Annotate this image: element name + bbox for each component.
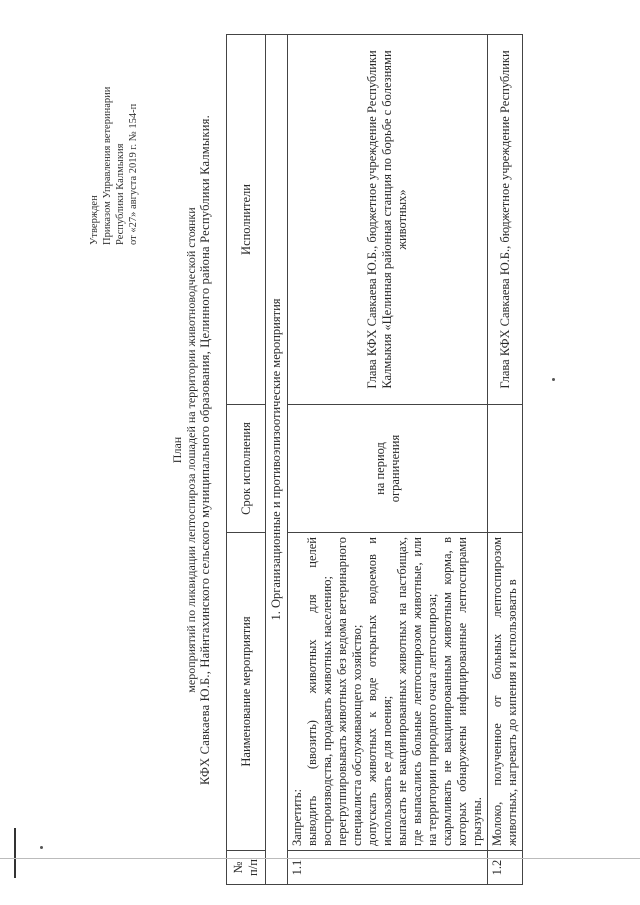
- row-measure: [488, 533, 523, 851]
- section-title: 1. Организационные и противоэпизоотические мероприятия: [266, 35, 288, 885]
- approval-line-1: Утвержден: [89, 195, 100, 245]
- table-row: [488, 35, 523, 885]
- approval-line-2: Приказом Управления ветеринарии: [102, 86, 113, 245]
- document-subject: мероприятий по ликвидации лептоспироза лошадей на территории животноводческой стоянки: [184, 207, 198, 693]
- scan-speck: [552, 378, 555, 381]
- row-num: 1.2: [488, 851, 523, 885]
- row-executor: Глава КФХ Савкаева Ю.Б., бюджетное учреждение Республики Калмыкия «Целинная районная станция по борьбе с болезнями животных»: [288, 35, 488, 405]
- approval-line-4: от «27» августа 2019 г. № 154-п: [128, 103, 139, 245]
- approval-line-3: Республики Калмыкия: [115, 143, 126, 245]
- measure-line: Молоко, полученное от больных лептоспирозом животных, нагревать до кипения и использовать в: [490, 537, 519, 846]
- row-term: на период ограничения: [288, 405, 488, 533]
- measure-line: перегруппировывать животных без ведома ветеринарного специалиста обслуживающего хозяйство;: [335, 537, 364, 846]
- document-title: План: [170, 436, 184, 464]
- approval-stamp: [88, 45, 140, 245]
- header-executor: Исполнители: [227, 35, 266, 405]
- section-row: [266, 35, 288, 885]
- scan-speck: [40, 846, 43, 849]
- measure-line: выпасать не вакцинированных животных на пастбищах, где выпасались больные лептоспирозом животные, или на территории природного очага лептоспироза;: [395, 537, 439, 846]
- table-row: [288, 35, 488, 885]
- measure-line: допускать животных к воде открытых водоемов и использовать ее для поения;: [365, 537, 394, 846]
- measure-line: скармливать не вакцинированным животным корма, в которых обнаружены инфицированные лептоспирами грызуны.: [440, 537, 484, 846]
- header-term: Срок исполнения: [227, 405, 266, 533]
- table-header-row: [227, 35, 266, 885]
- document-location: КФХ Савкаева Ю.Б., Найнтахинского сельского муниципального образования, Целинного района Республики Калмыкия.: [198, 115, 212, 785]
- header-num: № п/п: [227, 851, 266, 885]
- measures-table: [226, 34, 523, 885]
- measure-line: выводить (ввозить) животных для целей воспроизводства, продавать животных населению;: [305, 537, 334, 846]
- header-name: Наименование мероприятия: [227, 533, 266, 851]
- row-executor: Глава КФХ Савкаева Ю.Б., бюджетное учреждение Республики: [488, 35, 523, 405]
- document-heading: [170, 35, 213, 865]
- row-measure: [288, 533, 488, 851]
- scan-edge-line: [0, 858, 640, 859]
- measure-line: Запретить:: [290, 789, 304, 846]
- row-num: 1.1: [288, 851, 488, 885]
- row-term: [488, 405, 523, 533]
- binder-mark: [14, 828, 16, 878]
